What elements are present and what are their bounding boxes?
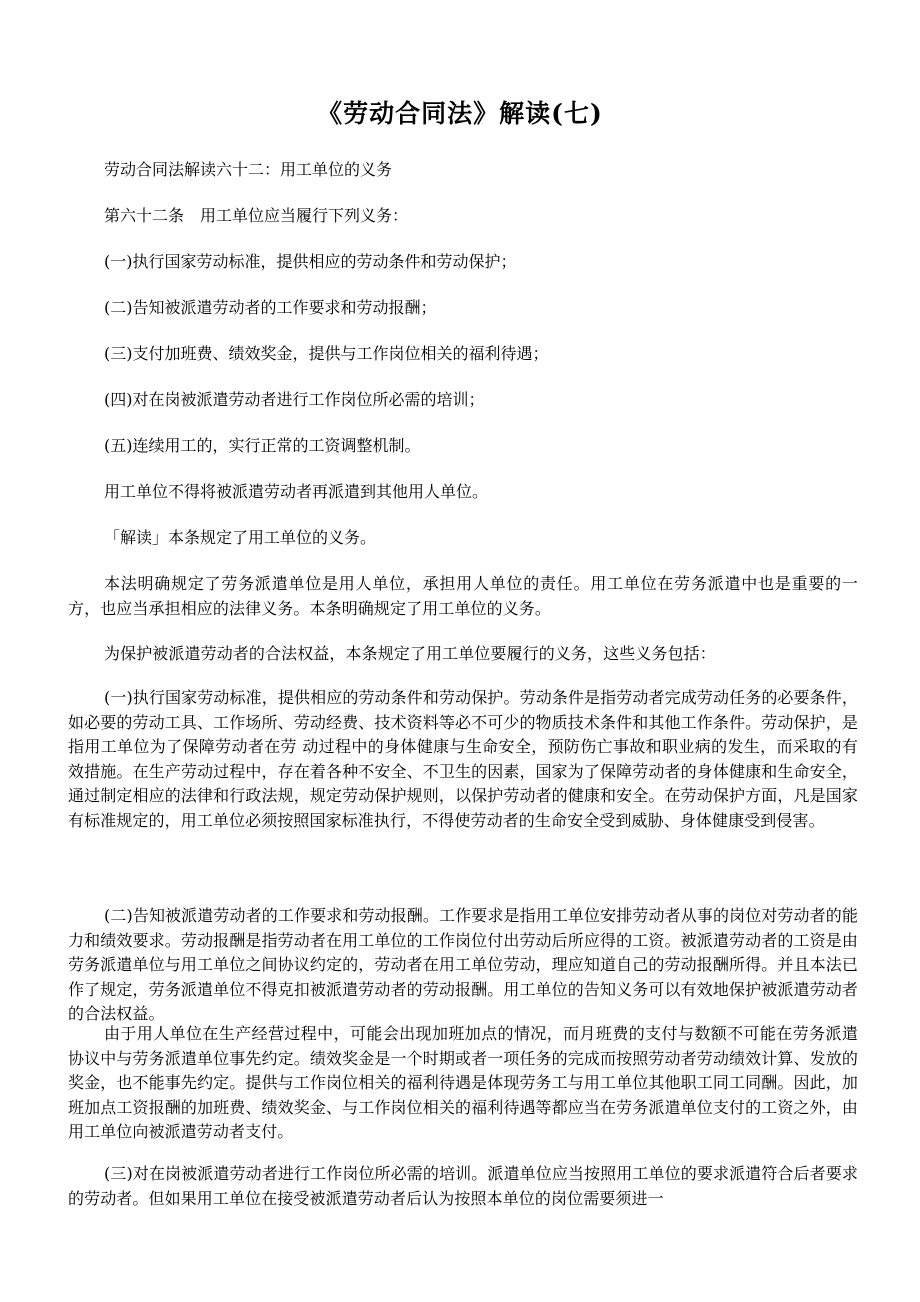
body-paragraph-4: (二)告知被派遣劳动者的工作要求和劳动报酬。工作要求是指用工单位安排劳动者从事的岗位对劳动者的能力和绩效要求。劳动报酬是指劳动者在用工单位的工作岗位付出劳动后所应得的工资。被派遣劳动者的工资是由劳务派遣单位与用工单位之间协议约定的，劳动者在用工单位劳动，理应知道自己的劳动报酬所得。并且本法已作了规定，劳务派遣单位不得克扣被派遣劳动者的劳动报酬。用工单位的告知义务可以有效地保护被派遣劳动者的合法权益。 — [68, 906, 858, 1024]
obligation-item-2: (二)告知被派遣劳动者的工作要求和劳动报酬； — [104, 298, 437, 317]
interpretation-intro: 「解读」本条规定了用工单位的义务。 — [104, 528, 377, 547]
obligation-item-1: (一)执行国家劳动标准，提供相应的劳动条件和劳动保护； — [104, 252, 517, 271]
body-paragraph-6: (三)对在岗被派遣劳动者进行工作岗位所必需的培训。派遣单位应当按照用工单位的要求派遣符合后者要求的劳动者。但如果用工单位在接受被派遣劳动者后认为按照本单位的岗位需要须进一 — [68, 1164, 858, 1208]
body-paragraph-1: 本法明确规定了劳务派遣单位是用人单位，承担用人单位的责任。用工单位在劳务派遣中也是重要的一方，也应当承担相应的法律义务。本条明确规定了用工单位的义务。 — [68, 574, 858, 618]
body-paragraph-3: (一)执行国家劳动标准，提供相应的劳动条件和劳动保护。劳动条件是指劳动者完成劳动任务的必要条件，如必要的劳动工具、工作场所、劳动经费、技术资料等必不可少的物质技术条件和其他工作条件。劳动保护，是指用工单位为了保障劳动者在劳 动过程中的身体健康与生命安全，预防伤亡事故和职业病的发生，而采取的有效措施。在生产劳动过程中，存在着各种不安全、不卫生的因素，国家为了保障劳动者的身体健康和生命安全，通过制定相应的法律和行政法规，规定劳动保护规则，以保护劳动者的健康和安全。在劳动保护方面，凡是国家有标准规定的，用工单位必须按照国家标准执行，不得使劳动者的生命安全受到威胁、身体健康受到侵害。 — [68, 688, 858, 830]
body-paragraph-2: 为保护被派遣劳动者的合法权益，本条规定了用工单位要履行的义务，这些义务包括： — [104, 644, 716, 663]
obligation-item-3: (三)支付加班费、绩效奖金，提供与工作岗位相关的福利待遇； — [104, 344, 549, 363]
obligation-item-5: (五)连续用工的，实行正常的工资调整机制。 — [104, 436, 421, 455]
section-heading: 劳动合同法解读六十二：用工单位的义务 — [104, 160, 393, 179]
restriction-line: 用工单位不得将被派遣劳动者再派遣到其他用人单位。 — [104, 482, 489, 501]
document-title: 《劳动合同法》解读(七) — [317, 99, 603, 128]
article-62-line: 第六十二条 用工单位应当履行下列义务： — [104, 206, 409, 225]
obligation-item-4: (四)对在岗被派遣劳动者进行工作岗位所必需的培训； — [104, 390, 485, 409]
body-paragraph-5: 由于用人单位在生产经营过程中，可能会出现加班加点的情况，而月班费的支付与数额不可能在劳务派遣协议中与劳务派遣单位事先约定。绩效奖金是一个时期或者一项任务的完成而按照劳动者劳动绩效计算、发放的奖金，也不能事先约定。提供与工作岗位相关的福利待遇是体现劳务工与用工单位其他职工同工同酬。因此，加班加点工资报酬的加班费、绩效奖金、与工作岗位相关的福利待遇等都应当在劳务派遣单位支付的工资之外，由用工单位向被派遣劳动者支付。 — [68, 1024, 858, 1142]
